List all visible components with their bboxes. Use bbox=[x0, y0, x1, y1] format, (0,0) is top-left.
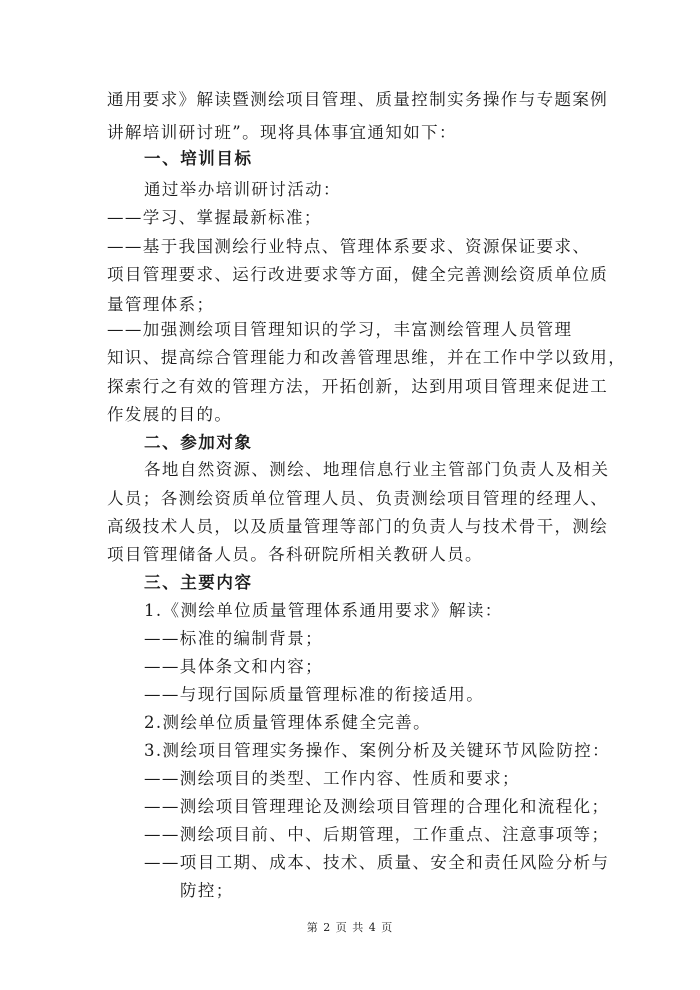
section-heading-participants: 二、参加对象 bbox=[144, 433, 253, 452]
body-line: 项目管理储备人员。各科研院所相关教研人员。 bbox=[107, 545, 483, 564]
body-line: 知识、提高综合管理能力和改善管理思维，并在工作中学以致用， bbox=[107, 348, 627, 367]
page-number-footer: 第 2 页 共 4 页 bbox=[306, 921, 394, 934]
body-line: 讲解培训研讨班”。现将具体事宜通知如下： bbox=[107, 123, 457, 142]
body-line: 通过举办培训研讨活动： bbox=[144, 180, 341, 199]
body-line: 各地自然资源、测绘、地理信息行业主管部门负责人及相关 bbox=[144, 460, 610, 479]
body-line: 作发展的目的。 bbox=[107, 405, 233, 424]
list-item: ——学习、掌握最新标准； bbox=[107, 208, 322, 227]
body-line: 防控； bbox=[180, 881, 234, 900]
list-item: ——项目工期、成本、技术、质量、安全和责任风险分析与 bbox=[144, 853, 610, 872]
list-item: ——测绘项目的类型、工作内容、性质和要求； bbox=[144, 769, 520, 788]
list-item: ——加强测绘项目管理知识的学习，丰富测绘管理人员管理 bbox=[107, 320, 573, 339]
body-line: 量管理体系； bbox=[107, 295, 215, 314]
list-item: ——测绘项目管理理论及测绘项目管理的合理化和流程化； bbox=[144, 797, 610, 816]
section-heading-training-goals: 一、培训目标 bbox=[144, 149, 253, 168]
body-line: 探索行之有效的管理方法，开拓创新，达到用项目管理来促进工 bbox=[107, 377, 609, 396]
body-line: 高级技术人员，以及质量管理等部门的负责人与技术骨干，测绘 bbox=[107, 517, 609, 536]
body-line: 人员；各测绘资质单位管理人员、负责测绘项目管理的经理人、 bbox=[107, 489, 609, 508]
list-item: ——基于我国测绘行业特点、管理体系要求、资源保证要求、 bbox=[107, 237, 591, 256]
body-line: 通用要求》解读暨测绘项目管理、质量控制实务操作与专题案例 bbox=[107, 90, 609, 109]
list-item: ——测绘项目前、中、后期管理，工作重点、注意事项等； bbox=[144, 825, 610, 844]
list-item: 1.《测绘单位质量管理体系通用要求》解读： bbox=[144, 601, 503, 620]
list-item: 3.测绘项目管理实务操作、案例分析及关键环节风险防控： bbox=[144, 741, 611, 760]
list-item: ——标准的编制背景； bbox=[144, 629, 323, 648]
list-item: ——与现行国际质量管理标准的衔接适用。 bbox=[144, 685, 485, 704]
list-item: ——具体条文和内容； bbox=[144, 657, 323, 676]
list-item: 2.测绘单位质量管理体系健全完善。 bbox=[144, 713, 432, 732]
section-heading-main-content: 三、主要内容 bbox=[144, 573, 253, 592]
body-line: 项目管理要求、运行改进要求等方面，健全完善测绘资质单位质 bbox=[107, 265, 609, 284]
